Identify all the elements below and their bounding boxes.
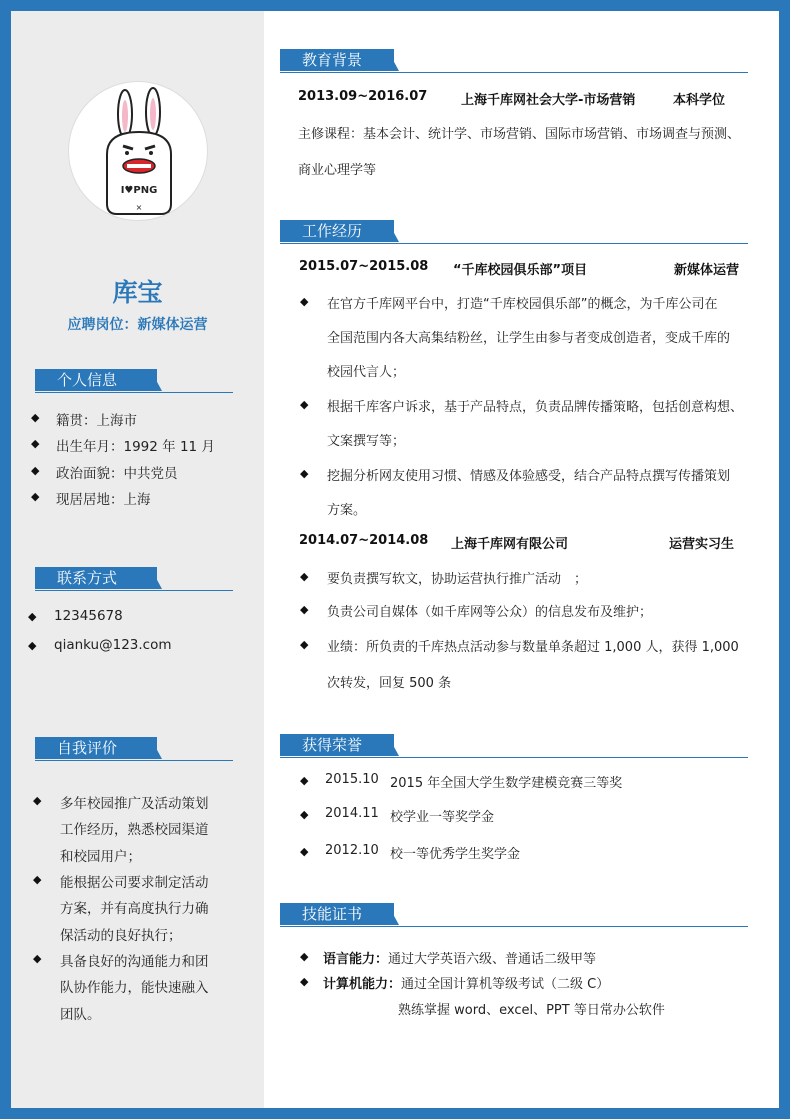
candidate-name: 库宝 <box>112 278 163 307</box>
skills-heading <box>280 903 748 927</box>
diamond-bullet-icon: ◆ <box>31 411 40 424</box>
self-eval-line: 保活动的良好执行； <box>60 928 182 944</box>
section-title: 教育背景 <box>280 49 394 71</box>
education-courses: 商业心理学等 <box>298 163 377 178</box>
job-bullet-line: 全国范围内各大高集结粉丝，让学生由参与者变成创造者，变成千库的 <box>327 331 731 346</box>
diamond-bullet-icon: ◆ <box>300 845 309 858</box>
avatar-text: I♥PNG <box>120 185 158 196</box>
personal-item: 现居居地：上海 <box>56 492 151 508</box>
skill-text: 通过大学英语六级、普通话二级甲等 <box>388 952 597 967</box>
self-eval-line: 和校园用户； <box>60 849 141 865</box>
stripe-decoration <box>368 49 408 71</box>
personal-item: 政治面貌：中共党员 <box>56 466 178 482</box>
job-bullet-line: 负责公司自媒体（如千库网等公众）的信息发布及维护； <box>327 605 653 620</box>
stripe-decoration <box>368 734 408 756</box>
job-bullet-line: 方案。 <box>327 503 367 518</box>
education-courses: 主修课程：基本会计、统计学、市场营销、国际市场营销、市场调查与预测、 <box>298 127 741 142</box>
resume-sheet <box>11 11 779 1108</box>
diamond-bullet-icon: ◆ <box>31 437 40 450</box>
job-date: 2015.07~2015.08 <box>299 259 429 274</box>
diamond-bullet-icon: ◆ <box>300 638 309 651</box>
skill-item <box>323 948 596 967</box>
diamond-bullet-icon: ◆ <box>300 975 309 988</box>
stripe-decoration <box>368 220 408 242</box>
personal-item: 籍贯：上海市 <box>56 413 137 429</box>
honor-text: 校学业一等奖学金 <box>390 810 495 825</box>
job-bullet-line: 根据千库客户诉求，基于产品特点，负责品牌传播策略，包括创意构想、 <box>327 400 744 415</box>
applied-position: 应聘岗位：新媒体运营 <box>67 317 208 333</box>
honors-heading <box>280 734 748 758</box>
diamond-bullet-icon: ◆ <box>300 398 309 411</box>
stripe-decoration <box>368 903 408 925</box>
phone-number: 12345678 <box>54 608 123 624</box>
skill-label: 语言能力： <box>323 952 389 967</box>
diamond-bullet-icon: ◆ <box>300 950 309 963</box>
diamond-bullet-icon: ◆ <box>300 570 309 583</box>
sidebar <box>11 11 264 1108</box>
contact-heading <box>35 567 235 591</box>
self-eval-line: 工作经历，熟悉校园渠道 <box>60 822 209 838</box>
job-bullet-line: 要负责撰写软文，协助运营执行推广活动 ； <box>327 572 588 587</box>
section-title: 联系方式 <box>35 567 157 589</box>
email-address: qianku@123.com <box>54 637 172 653</box>
diamond-bullet-icon: ◆ <box>300 603 309 616</box>
honor-date: 2014.11 <box>325 806 379 821</box>
self-eval-line: 队协作能力，能快速融入 <box>60 980 209 996</box>
section-title: 技能证书 <box>280 903 394 925</box>
section-title: 工作经历 <box>280 220 394 242</box>
stripe-decoration <box>131 737 171 759</box>
honor-text: 校一等优秀学生奖学金 <box>390 847 521 862</box>
diamond-bullet-icon: ◆ <box>300 808 309 821</box>
job-org: “千库校园俱乐部”项目 <box>453 263 588 278</box>
job-date: 2014.07~2014.08 <box>299 533 429 548</box>
skill-label: 计算机能力： <box>323 977 402 992</box>
skill-text: 通过全国计算机等级考试（二级 C） <box>401 977 610 992</box>
education-school: 上海千库网社会大学-市场营销 <box>461 93 636 108</box>
svg-text:×: × <box>135 203 143 212</box>
work-heading <box>280 220 748 244</box>
self-eval-line: 团队。 <box>60 1007 101 1023</box>
section-title: 获得荣誉 <box>280 734 394 756</box>
stripe-decoration <box>131 567 171 589</box>
education-date: 2013.09~2016.07 <box>298 89 428 104</box>
diamond-bullet-icon: ◆ <box>33 952 42 965</box>
job-role: 新媒体运营 <box>674 263 740 278</box>
self-eval-line: 能根据公司要求制定活动 <box>60 875 209 891</box>
skill-extra: 熟练掌握 word、excel、PPT 等日常办公软件 <box>398 1003 665 1018</box>
honor-date: 2012.10 <box>325 843 379 858</box>
section-title: 自我评价 <box>35 737 157 759</box>
self-eval-line: 具备良好的沟通能力和团 <box>60 954 209 970</box>
diamond-bullet-icon: ◆ <box>33 873 42 886</box>
job-bullet-line: 校园代言人； <box>327 365 406 380</box>
self-eval-line: 方案，并有高度执行力确 <box>60 901 209 917</box>
skill-item <box>323 973 609 992</box>
avatar <box>68 81 208 221</box>
diamond-bullet-icon: ◆ <box>28 639 37 652</box>
personal-item: 出生年月：1992 年 11 月 <box>56 439 215 455</box>
diamond-bullet-icon: ◆ <box>31 490 40 503</box>
diamond-bullet-icon: ◆ <box>28 610 37 623</box>
bunny-illustration <box>69 82 207 220</box>
stripe-decoration <box>131 369 171 391</box>
honor-text: 2015 年全国大学生数学建模竞赛三等奖 <box>390 776 623 791</box>
education-heading <box>280 49 748 73</box>
diamond-bullet-icon: ◆ <box>300 467 309 480</box>
job-bullet-line: 次转发，回复 500 条 <box>327 676 452 691</box>
job-org: 上海千库网有限公司 <box>451 537 569 552</box>
job-role: 运营实习生 <box>669 537 735 552</box>
diamond-bullet-icon: ◆ <box>31 464 40 477</box>
honor-date: 2015.10 <box>325 772 379 787</box>
diamond-bullet-icon: ◆ <box>300 774 309 787</box>
diamond-bullet-icon: ◆ <box>33 794 42 807</box>
section-title: 个人信息 <box>35 369 157 391</box>
job-bullet-line: 业绩：所负责的千库热点活动参与数量单条超过 1,000 人，获得 1,000 <box>327 640 739 655</box>
education-degree: 本科学位 <box>673 93 726 108</box>
personal-info-heading <box>35 369 235 393</box>
self-eval-line: 多年校园推广及活动策划 <box>60 796 209 812</box>
job-bullet-line: 文案撰写等； <box>327 434 406 449</box>
diamond-bullet-icon: ◆ <box>300 295 309 308</box>
job-bullet-line: 在官方千库网平台中，打造“千库校园俱乐部”的概念，为千库公司在 <box>327 297 718 312</box>
job-bullet-line: 挖掘分析网友使用习惯、情感及体验感受，结合产品特点撰写传播策划 <box>327 469 731 484</box>
self-evaluation-heading <box>35 737 235 761</box>
